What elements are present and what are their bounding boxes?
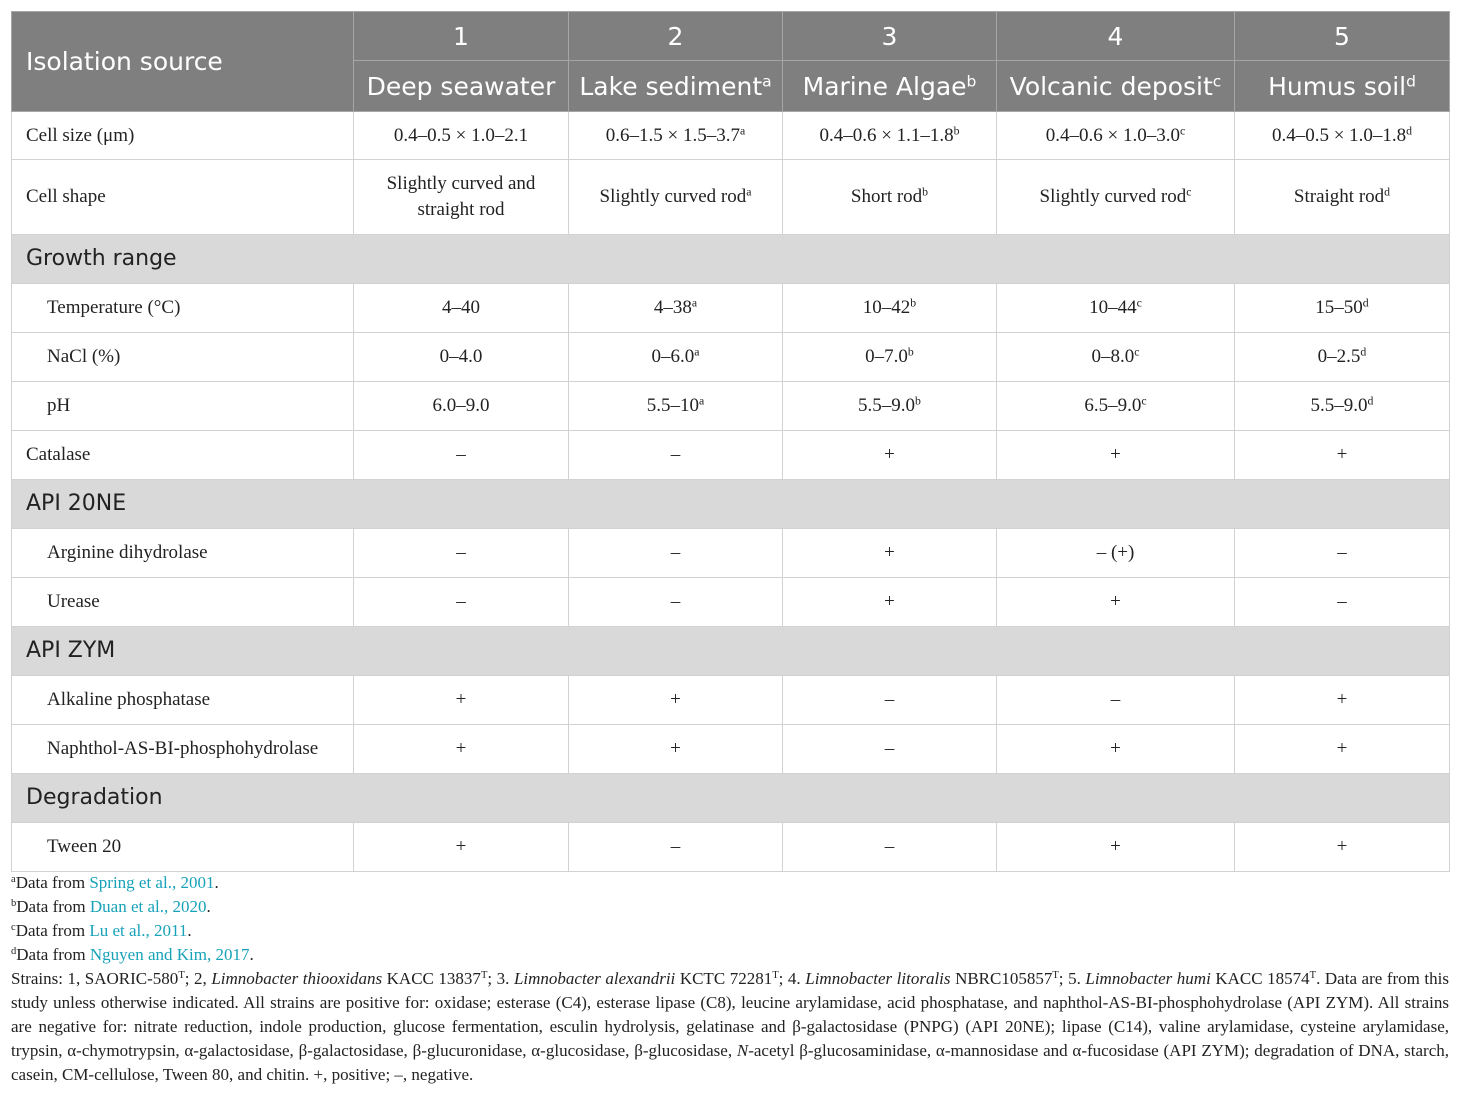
section-degradation: Degradation [12,774,1450,823]
table-cell: 0.4–0.6 × 1.1–1.8$^b$ [783,112,997,160]
column-number-1: 1 [354,12,569,61]
table-cell: + [997,578,1235,627]
table-cell: – [354,578,569,627]
footnote-d: $^d$Data from Nguyen and Kim, 2017. [11,945,254,964]
section-row [12,774,1450,823]
footnote-a: $^a$Data from Spring et al., 2001. [11,873,219,892]
table-cell: 0–4.0 [354,333,569,382]
table-cell: 6.5–9.0$^c$ [997,382,1235,431]
row-label-temperature: Temperature (°C) [12,284,354,333]
row-label-arginine-dihydrolase: Arginine dihydrolase [12,529,354,578]
table-footnotes [11,871,1449,1087]
table-cell: – [997,676,1235,725]
footnote-b: $^b$Data from Duan et al., 2020. [11,897,211,916]
table-cell: 10–42$^b$ [783,284,997,333]
section-api-20ne: API 20NE [12,480,1450,529]
table-row [12,529,1450,578]
table-cell: Slightly curved rod$^a$ [569,160,783,235]
table-row [12,676,1450,725]
table-cell: + [1235,823,1450,872]
section-api-zym: API ZYM [12,627,1450,676]
column-number-3: 3 [783,12,997,61]
section-row [12,627,1450,676]
strains-note: Strains: 1, SAORIC-$580^T$; 2, Limnobacter thiooxidans KACC $13837^T$; 3. Limnobacter alexandrii KCTC $72281^T$; 4. Limnobacter litoralis $NBRC105857^T$; 5. Limnobacter humi KACC $18574^T$. Data are from this study unless otherwise indicated. All strains are positive for: oxidase; esterase (C4), esterase lipase (C8), leucine arylamidase, acid phosphatase, and naphthol-AS-BI-phosphohydrolase (API ZYM). All strains are negative for: nitrate reduction, indole production, glucose fermentation, esculin hydrolysis, gelatinase and β-galactosidase (PNPG) (API 20NE); lipase (C14), valine arylamidase, cysteine arylamidase, trypsin, α-chymotrypsin, α-galactosidase, β-galactosidase, β-glucuronidase, α-glucosidase, β-glucosidase, N-acetyl β-glucosaminidase, α-mannosidase and α-fucosidase (API ZYM); degradation of DNA, starch, casein, CM-cellulose, Tween 80, and chitin. +, positive; –, negative. [11,969,1450,1084]
table-cell: 5.5–10$^a$ [569,382,783,431]
column-number-4: 4 [997,12,1235,61]
table-cell: 0–7.0$^b$ [783,333,997,382]
table-cell: + [569,676,783,725]
table-cell: – [354,529,569,578]
table-cell: + [354,823,569,872]
table-cell: – [569,529,783,578]
table-cell: + [783,578,997,627]
reference-link[interactable]: Duan et al., 2020 [89,897,207,916]
table-cell: 0.4–0.6 × 1.0–3.0$^c$ [997,112,1235,160]
row-label-cell-size: Cell size (μm) [12,112,354,160]
reference-link[interactable]: Nguyen and Kim, 2017 [89,945,250,964]
table-cell: Slightly curved rod$^c$ [997,160,1235,235]
table-cell: Short rod$^b$ [783,160,997,235]
table-cell: – [569,578,783,627]
row-label-nacl: NaCl (%) [12,333,354,382]
table-cell: 0.4–0.5 × 1.0–1.8$^d$ [1235,112,1450,160]
table-cell: Straight rod$^d$ [1235,160,1450,235]
table-cell: + [997,823,1235,872]
table-cell: + [1235,431,1450,480]
table-row [12,382,1450,431]
table-cell: 0–2.5$^d$ [1235,333,1450,382]
row-label-catalase: Catalase [12,431,354,480]
row-label-tween-20: Tween 20 [12,823,354,872]
isolation-source-header: Isolation source [12,12,354,112]
row-label-naphthol: Naphthol-AS-BI-phosphohydrolase [12,725,354,774]
table-cell: + [1235,676,1450,725]
source-humus-soil: Humus soil$^d$ [1235,61,1450,112]
table-cell: 0.4–0.5 × 1.0–2.1 [354,112,569,160]
table-cell: 5.5–9.0$^b$ [783,382,997,431]
section-growth-range: Growth range [12,235,1450,284]
table-cell: – [354,431,569,480]
table-cell: 0–6.0$^a$ [569,333,783,382]
table-cell: – [569,431,783,480]
table-cell: + [997,725,1235,774]
table-cell: + [569,725,783,774]
table-cell: – [783,676,997,725]
table-row [12,284,1450,333]
table-cell: 0–8.0$^c$ [997,333,1235,382]
table-row [12,112,1450,160]
table-row [12,578,1450,627]
table-cell: – [1235,578,1450,627]
table-cell: + [783,431,997,480]
table-row [12,431,1450,480]
table-cell: 4–38$^a$ [569,284,783,333]
section-row [12,235,1450,284]
row-label-cell-shape: Cell shape [12,160,354,235]
table-cell: + [1235,725,1450,774]
table-cell: 4–40 [354,284,569,333]
table-cell: – [783,725,997,774]
table-cell: 0.6–1.5 × 1.5–3.7$^a$ [569,112,783,160]
table-cell: 6.0–9.0 [354,382,569,431]
row-label-urease: Urease [12,578,354,627]
reference-link[interactable]: Spring et al., 2001 [89,873,215,892]
table-cell: – [569,823,783,872]
table-cell: – (+) [997,529,1235,578]
table-container [11,11,1449,872]
table-cell: 15–50$^d$ [1235,284,1450,333]
table-cell: – [783,823,997,872]
table-row [12,333,1450,382]
source-volcanic-deposit: Volcanic deposit$^c$ [997,61,1235,112]
table-row [12,160,1450,235]
table-cell: + [997,431,1235,480]
column-number-5: 5 [1235,12,1450,61]
table-cell: + [783,529,997,578]
column-number-2: 2 [569,12,783,61]
comparison-table [11,11,1450,872]
section-row [12,480,1450,529]
table-cell: 5.5–9.0$^d$ [1235,382,1450,431]
source-marine-algae: Marine Algae$^b$ [783,61,997,112]
source-deep-seawater: Deep seawater [354,61,569,112]
footnote-c: $^c$Data from Lu et al., 2011. [11,921,192,940]
table-cell: + [354,725,569,774]
row-label-alkaline-phosphatase: Alkaline phosphatase [12,676,354,725]
table-cell: Slightly curved and straight rod [354,160,569,235]
table-cell: + [354,676,569,725]
table-row [12,823,1450,872]
reference-link[interactable]: Lu et al., 2011 [89,921,188,940]
table-cell: 10–44$^c$ [997,284,1235,333]
table-row [12,725,1450,774]
table-cell: – [1235,529,1450,578]
source-lake-sediment: Lake sediment$^a$ [569,61,783,112]
row-label-ph: pH [12,382,354,431]
